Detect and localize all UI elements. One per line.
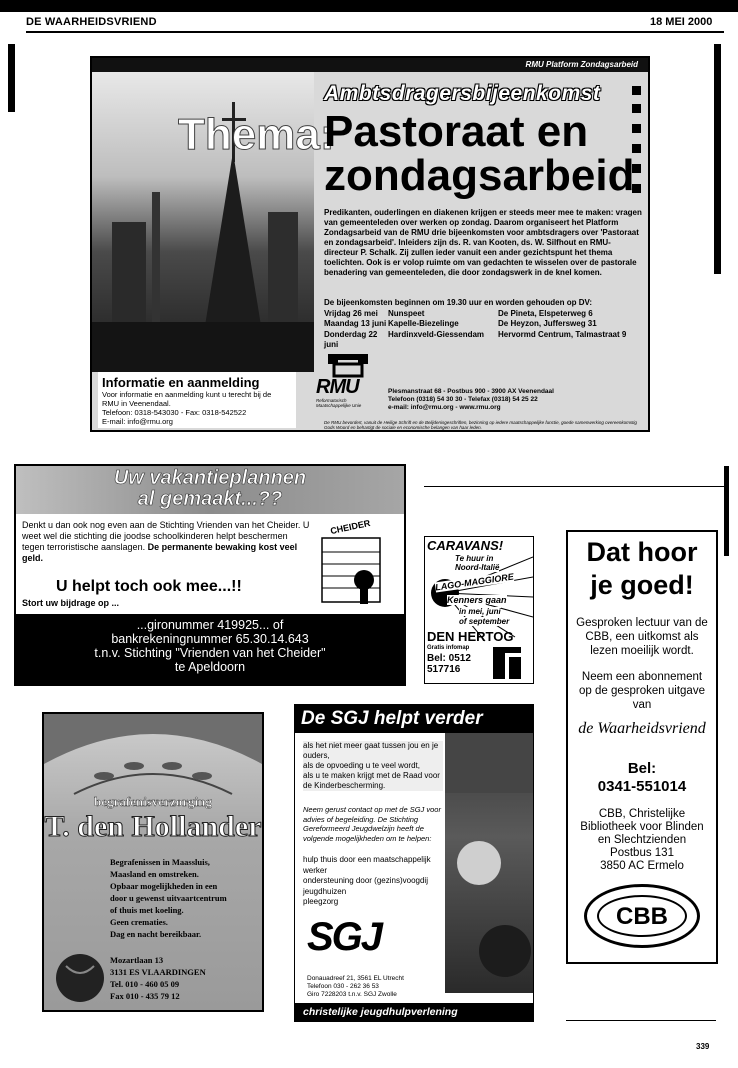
cheider-stort: Stort uw bijdrage op ... [22,598,120,608]
cbb-text-1: Gesproken lectuur van de CBB, een uitkomst als lezen moeilijk wordt. [576,617,708,657]
rmu-advertisement [90,56,650,432]
info-line: RMU in Veenendaal. [102,399,171,408]
caravans-advertisement [424,536,534,684]
schedule-place: Hardinxveld-Giessendam [388,329,485,339]
sgj-bullet: ondersteuning door (gezins)voogdij [303,876,428,885]
rmu-top-label: RMU Platform Zondagsarbeid [92,58,648,72]
right-margin-bar-2 [724,466,729,556]
school-children-icon [316,522,398,610]
hollander-tel: Tel. 010 - 460 05 09 [110,979,180,989]
divider-rule [424,486,726,487]
schedule-row [324,330,644,351]
sgj-address-line: Giro 7228203 t.n.v. SGJ Zwolle [307,991,397,998]
subject-line-2: zondagsarbeid [324,151,635,200]
cbb-title-2: je goed! [590,570,694,600]
cbb-logo [584,884,700,948]
sgj-italic: Neem gerust contact op met de SGJ voor advies of begeleiding. De Stichting Gereformeerd Jeugdwelzijn heeft de volgende mogelijkheden om te helpen: [303,805,441,843]
schedule-venue: Hervormd Centrum, Talmastraat 9 [498,329,627,339]
sgj-bullets-1 [303,741,443,791]
schedule-intro: De bijeenkomsten beginnen om 19.30 uur en worden gehouden op DV: [324,298,593,307]
rmu-title: Ambtsdragersbijeenkomst [324,82,601,105]
hollander-services [110,856,260,940]
cbb-org-line: Postbus 131 [610,847,674,859]
sgj-bullet: als het niet meer gaat tussen jou en je ouders, [303,741,439,760]
sgj-advertisement [294,704,534,1022]
rmu-subject [324,107,635,200]
info-title: Informatie en aanmelding [102,375,260,390]
issue-date: 18 MEI 2000 [650,16,713,28]
caravans-line: in mei, juni [459,607,501,616]
hollander-advertisement [42,712,264,1012]
left-margin-bar [8,44,15,112]
sgj-bullet: pleegzorg [303,897,339,906]
decor-square [632,86,641,95]
hollander-line: Geen crematies. [110,917,168,927]
address-line: Plesmanstraat 68 - Postbus 900 - 3900 AX Veenendaal [388,388,554,395]
info-line: Voor informatie en aanmelding kunt u terecht bij de [102,390,272,399]
caravans-title: CARAVANS! [427,538,504,553]
sgj-logo: SGJ [307,915,382,959]
child-faces-icon [445,733,533,993]
sgj-bullet: hulp thuis door een maatschappelijk werker [303,855,431,875]
info-line: Telefoon: 0318-543030 - Fax: 0318-542522 [102,408,247,417]
divider-rule [566,1020,716,1021]
caravans-phone-2: 517716 [427,664,461,675]
schedule-venue: De Pineta, Elspeterweg 6 [498,308,593,318]
cheider-body-1: Denkt u dan ook nog even aan de Stichting Vrienden van het Cheider. U weet wel die stichting die joodse schoolkinderen helpt beschermen tegen terroristische aanslagen. [22,520,310,552]
cbb-org-line: Bibliotheek voor Blinden [580,821,704,833]
hollander-address [110,954,260,1002]
cbb-advertisement [566,530,718,964]
bank-details [16,614,404,684]
hollander-name: T. den Hollander [44,810,262,843]
cbb-logo-text: CBB [597,895,687,937]
caravans-line: LAGO-MAGGIORE [434,571,515,593]
caravans-brand: DEN HERTOG [427,629,514,644]
cheider-cta: U helpt toch ook mee...!! [56,578,242,595]
hollander-city: 3131 ES VLAARDINGEN [110,967,206,977]
sgj-address [307,975,447,999]
bank-line: te Apeldoorn [174,660,246,674]
rmu-body-text: Predikanten, ouderlingen en diakenen krijgen er steeds meer mee te maken: vragen van gemeenteleden over werken op zondag. Daarom organiseert het Platform Zondagsarbeid van de RMU drie bijeenkomsten voor ambtsdragers over 'Pastoraat en zondagsarbeid'. Inleiders zijn ds. R. van Kooten, ds. W. Silfhout en RMU-directeur P. Schalk. Zij zullen ieder vanuit een ander gezichtspunt het thema toelichten. Ook is er volop ruimte om van gedachten te wisselen over de pastorale benadering van gemeenteleden, die door zondagswerk in de knel komen. [324,208,642,277]
sgj-bullet: als u te maken krijgt met de Raad voor de Kinderbescherming. [303,771,440,790]
hollander-line: Dag en nacht bereikbaar. [110,929,202,939]
address-line: Telefoon (0318) 54 30 30 - Telefax (0318) 54 25 22 [388,396,538,403]
sgj-title: De SGJ helpt verder [295,705,533,733]
page-number: 339 [696,1042,710,1051]
hollander-line: of thuis met koeling. [110,905,184,915]
cheider-advertisement [14,464,406,686]
header-rule [26,31,724,33]
address-line: e-mail: info@rmu.org - www.rmu.org [388,404,501,411]
cbb-org [568,808,716,873]
hollander-line: Begrafenissen in Maassluis, [110,857,210,867]
cbb-bel: Bel: [627,760,657,777]
headline-line-2: al gemaakt...?? [137,488,283,510]
info-line: E-mail: info@rmu.org [102,417,173,426]
cbb-org-line: en Slechtzienden [597,834,687,846]
sgj-address-line: Telefoon 030 - 262 36 53 [307,983,379,990]
cbb-phone: 0341-551014 [597,778,687,795]
info-box [98,372,296,428]
caravans-line: Noord-Italië [455,563,500,572]
rmu-logo [314,350,382,412]
sgj-bullets-2 [303,855,443,908]
cheider-headline [16,468,404,510]
globe-icon [52,946,112,1006]
cheider-badge-label: CHEIDER [329,517,372,537]
hollander-line: Maasland en omstreken. [110,869,199,879]
schedule-row [324,309,644,320]
cbb-paper-name: de Waarheidsvriend [578,720,706,737]
bank-line: ...gironummer 419925... of [136,618,284,632]
sgj-bullet: als de opvoeding u te veel wordt, [303,761,420,770]
sgj-address-line: Donauadreef 21, 3561 EL Utrecht [307,975,404,982]
caravans-line: of september [459,617,510,626]
headline-line-1: Uw vakantieplannen [113,467,307,489]
caravans-line: Kenners gaan [447,595,507,605]
den-hertog-logo-icon [489,643,529,683]
schedule-venue: De Heyzon, Juffersweg 31 [498,319,597,328]
hollander-fax: Fax 010 - 435 79 12 [110,991,180,1001]
cbb-text-2: Neem een abonnement op de gesproken uitgave van [579,671,705,711]
schedule-place: Kapelle-Biezelinge [388,319,459,328]
rmu-logo-text: RMU [316,376,359,398]
caravans-info: Gratis infomap [427,645,470,651]
bank-line: bankrekeningnummer 65.30.14.643 [111,632,309,646]
caravans-line: Te huur in [455,554,494,563]
schedule-day: Vrijdag 26 mei [324,308,378,318]
bank-line: t.n.v. Stichting "Vrienden van het Cheider" [94,646,326,660]
sgj-photo [445,733,533,993]
cbb-title-1: Dat hoor [586,537,698,567]
sgj-footer: christelijke jeugdhulpverlening [295,1003,533,1021]
publication-name: DE WAARHEIDSVRIEND [26,16,157,28]
top-black-bar [0,0,738,12]
rmu-logo-sub: Reformatorisch Maatschappelijke Unie [316,398,362,408]
schedule-day: Maandag 13 juni [324,319,387,328]
sgj-bullet: jeugdhuizen [303,886,347,896]
rmu-address [388,388,648,412]
rmu-schedule [324,298,644,351]
cbb-title [568,536,716,602]
caravans-phone [427,653,471,675]
caravans-phone-1: Bel: 0512 [427,653,471,664]
hollander-line: Opbaar mogelijkheden in een [110,881,218,891]
schedule-day: Donderdag 22 juni [324,329,378,349]
hollander-subtitle: begrafenisverzorging [94,794,212,809]
right-margin-bar [714,44,721,274]
hollander-line: door u gewenst uitvaartcentrum [110,893,227,903]
thema-label: Thema: [178,110,335,159]
hollander-street: Mozartlaan 13 [110,955,164,965]
schedule-place: Nunspeet [388,308,425,318]
rmu-footnote: De RMU bevordert, vanuit de Heilige Schrift en de Belijdenisgeschriften, bezinning op iedere maatschappelijke functie, goede samenwerking overeenkomstig Gods Woord en behartigt de sociale en economische belangen van haar leden. [324,420,637,430]
cbb-org-line: 3850 AC Ermelo [600,860,684,872]
cbb-org-line: CBB, Christelijke [598,808,686,820]
cheider-body-2: De permanente bewaking kost veel geld. [22,542,298,563]
subject-line-1: Pastoraat en [324,107,589,156]
cheider-body [22,520,312,564]
schedule-row [324,319,644,330]
cheider-badge [316,517,398,610]
